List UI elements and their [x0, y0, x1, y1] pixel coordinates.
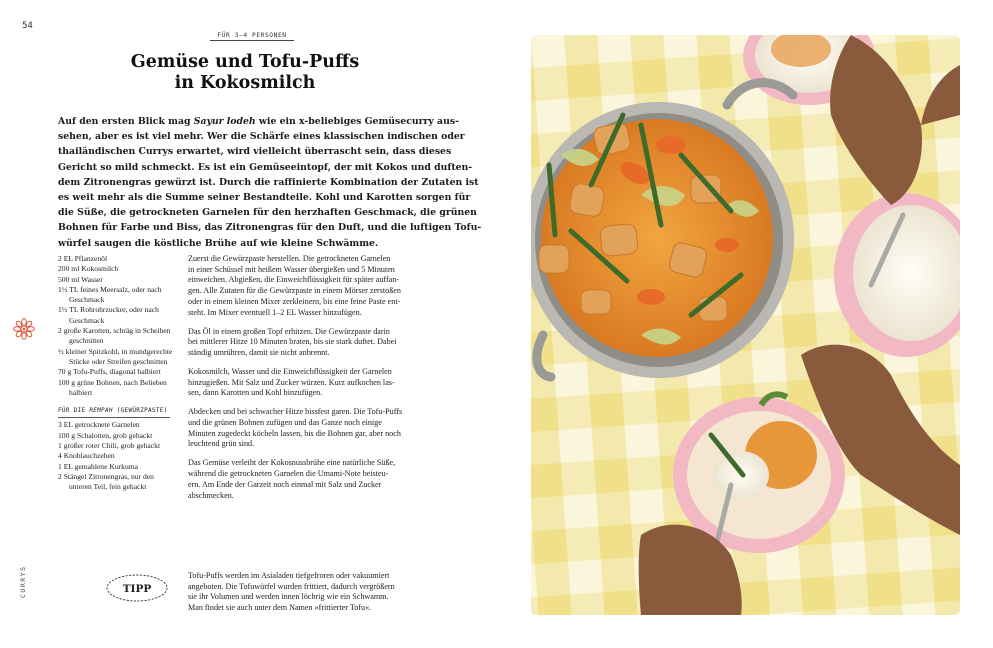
intro-line: dem Zitronengras gewürzt ist. Durch die raffinierte Kombination der Zutaten ist: [58, 176, 479, 188]
method-line: Das Gemüse verleiht der Kokosnussbrühe eine natürliche Süße,: [188, 458, 396, 468]
method-line: gen. Alle Zutaten für die Gewürzpaste in einem Mörser zerstoßen: [188, 286, 401, 296]
method-text: [188, 254, 438, 510]
ingredient-item: 100 g grüne Bohnen, nach Belieben halbiert: [58, 377, 167, 397]
method-step: [188, 367, 438, 399]
tipp-line: sie ihr Volumen und werden innen löchrig wie ein Schwamm.: [188, 592, 389, 602]
method-line: und die grünen Bohnen zufügen und das Ganze noch einige: [188, 418, 382, 428]
method-line: während die getrockneten Garnelen die Umami-Note beisteu-: [188, 469, 389, 479]
tipp-line: Man findet sie auch unter dem Namen »frittierter Tofu«.: [188, 603, 372, 613]
food-photo: [531, 35, 960, 615]
intro-line: Auf den ersten Blick mag Sayur lodeh wie ein x-beliebiges Gemüsecurry aus-: [58, 116, 459, 127]
ingredient-item: 70 g Tofu-Puffs, diagonal halbiert: [58, 367, 161, 377]
intro-line: thailändischen Currys erwartet, wird vielleicht überrascht sein, dass dieses: [58, 146, 452, 158]
method-step: [188, 407, 438, 450]
method-line: abschmecken.: [188, 490, 234, 500]
ingredient-item: 200 ml Kokosmilch: [58, 264, 119, 274]
method-line: hinzugießen. Mit Salz und Zucker würzen. Kurz aufkochen las-: [188, 377, 395, 387]
ingredient-item: 500 ml Wasser: [58, 274, 103, 284]
page-number: 54: [22, 21, 33, 31]
method-line: Minuten zugedeckt köcheln lassen, bis die Bohnen gar, aber noch: [188, 428, 401, 438]
title-line-1: Gemüse und Tofu-Puffs: [130, 52, 360, 72]
tipp-line: Tofu-Puffs werden im Asialaden tiefgefroren oder vakuumiert: [188, 571, 390, 580]
method-line: ständig umrühren, damit sie nicht anbrennt.: [188, 347, 330, 357]
method-line: in einer Schüssel mit heißem Wasser übergießen und 5 Minuten: [188, 264, 395, 274]
title-line-2: in Kokosmilch: [174, 73, 316, 93]
intro-line: Bohnen für Farbe und Biss, das Zitronengras für den Duft, und die luftigen Tofu-: [58, 222, 482, 234]
method-line: steht. Im Mixer eventuell 1–2 EL Wasser hinzufügen.: [188, 307, 362, 317]
rempah-heading: FÜR DIE REMPAH (GEWÜRZPASTE): [58, 406, 170, 418]
method-step: [188, 254, 438, 318]
tipp-badge: [105, 573, 169, 603]
method-line: Das Öl in einem großen Topf erhitzen. Die Gewürzpaste darin: [188, 326, 390, 336]
ingredient-item: ½ kleiner Spitzkohl, in mundgerechte Stücke oder Streifen geschnitten: [58, 346, 173, 366]
method-line: bei mittlerer Hitze 10 Minuten braten, bis sie stark duftet. Dabei: [188, 337, 397, 347]
rempah-item: 1 EL gemahlene Kurkuma: [58, 461, 139, 471]
method-line: Abdecken und bei schwacher Hitze bissfest garen. Die Tofu-Puffs: [188, 407, 403, 417]
intro-line: die Süße, die getrockneten Garnelen für den herzhaften Geschmack, die grünen: [58, 207, 477, 219]
rempah-item: 100 g Schalotten, grob gehackt: [58, 430, 153, 440]
flower-icon: [12, 317, 36, 341]
ingredient-list: [58, 254, 176, 493]
rempah-item: 4 Knoblauchzehen: [58, 451, 115, 461]
method-line: oder in einem kleinen Mixer zerkleinern, bis eine feine Paste ent-: [188, 296, 401, 306]
method-line: Kokosmilch, Wasser und die Einweichflüssigkeit der Garnelen: [188, 366, 392, 376]
intro-line: Gericht so mild schmeckt. Es ist ein Gemüseeintopf, der mit Kokos und duften-: [58, 161, 473, 173]
servings-label: FÜR 3–4 PERSONEN: [210, 32, 294, 41]
method-line: leuchtend grün sind.: [188, 439, 255, 449]
tipp-label: TIPP: [122, 583, 152, 595]
ingredient-item: 1½ TL feines Meersalz, oder nach Geschmack: [58, 284, 162, 305]
method-line: sen, dann Karotten und Kohl hinzufügen.: [188, 388, 323, 398]
intro-line: würfel saugen die köstliche Brühe auf wie kleine Schwämme.: [58, 237, 379, 249]
intro-line: sehen, aber es ist viel mehr. Wer die Schärfe eines klassischen indischen oder: [58, 131, 465, 143]
tipp-text: [188, 571, 438, 614]
rempah-item: 2 Stängel Zitronengras, nur den unteren Teil, fein gehackt: [58, 471, 154, 492]
ingredient-item: 1½ TL Rohrohrzucker, oder nach Geschmack: [58, 305, 159, 325]
tipp-line: angeboten. Die Tofuwürfel wurden frittiert, dadurch vergrößern: [188, 581, 395, 591]
rempah-item: 3 EL getrocknete Garnelen: [58, 420, 140, 430]
method-line: Zuerst die Gewürzpaste herstellen. Die getrockneten Garnelen: [188, 254, 391, 263]
recipe-title: [120, 52, 370, 94]
ingredient-item: 2 EL Pflanzenöl: [58, 254, 108, 263]
method-step: [188, 327, 438, 359]
intro-paragraph: [58, 114, 482, 251]
rempah-item: 1 großer roter Chili, grob gehackt: [58, 441, 161, 451]
ingredient-item: 2 große Karotten, schräg in Scheiben geschnitten: [58, 326, 171, 346]
method-line: einweichen. Abgießen, die Einweichflüssigkeit für später auffan-: [188, 275, 400, 285]
intro-line: es weit mehr als die Summe seiner Bestandteile. Kohl und Karotten sorgen für: [58, 192, 471, 204]
section-label: CURRYS: [19, 565, 27, 598]
method-step: [188, 458, 438, 501]
method-line: ern. Am Ende der Garzeit noch einmal mit Salz und Zucker: [188, 479, 382, 489]
